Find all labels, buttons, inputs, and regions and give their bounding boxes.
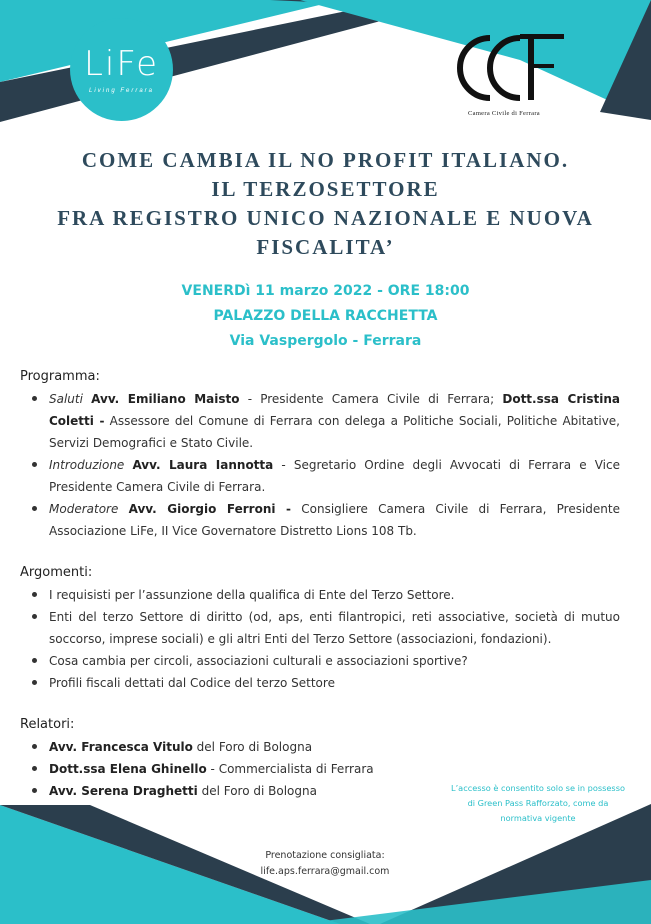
- item-person: Avv. Laura Iannotta: [132, 458, 274, 472]
- title-line: IL TERZOSETTORE: [211, 177, 440, 201]
- item-role: Moderatore: [49, 502, 119, 516]
- title-line: FRA REGISTRO UNICO NAZIONALE E NUOVA: [57, 206, 594, 230]
- list-item: I requisisti per l’assunzione della qualifica di Ente del Terzo Settore.: [49, 584, 620, 606]
- list-item: [49, 758, 620, 780]
- item-desc: - Commercialista di Ferrara: [206, 762, 374, 776]
- item-role: Saluti: [49, 392, 83, 406]
- booking-info: [240, 848, 410, 880]
- item-desc: - Segretario Ordine degli Avvocati di Ferrara e Vice Presidente Camera Civile di Ferrara.: [49, 458, 620, 494]
- program-content: [20, 366, 620, 802]
- item-person: Avv. Francesca Vitulo: [49, 740, 193, 754]
- item-person: Avv. Emiliano Maisto: [91, 392, 240, 406]
- argomenti-list: [20, 584, 620, 694]
- ccf-monogram: [442, 30, 566, 106]
- life-logo-text: LiFe: [83, 44, 159, 84]
- list-item: Cosa cambia per circoli, associazioni culturali e associazioni sportive?: [49, 650, 620, 672]
- event-address: Via Vaspergolo - Ferrara: [229, 333, 422, 349]
- list-item: [49, 736, 620, 758]
- life-logo: [70, 18, 173, 121]
- item-role: Introduzione: [49, 458, 125, 472]
- event-venue: PALAZZO DELLA RACCHETTA: [213, 308, 438, 324]
- item-person: Dott.ssa Cristina Coletti -: [49, 392, 620, 428]
- event-date: VENERDì 11 marzo 2022 - ORE 18:00: [181, 283, 470, 299]
- title-line: COME CAMBIA IL NO PROFIT ITALIANO.: [81, 148, 570, 172]
- item-desc: del Foro di Bologna: [192, 740, 313, 754]
- booking-label: Prenotazione consigliata:: [265, 850, 385, 861]
- item-desc: del Foro di Bologna: [197, 784, 317, 798]
- life-logo-subtitle: Living Ferrara: [88, 88, 154, 94]
- list-item: [49, 454, 620, 498]
- title-line: FISCALITA’: [256, 235, 395, 259]
- item-person: Dott.ssa Elena Ghinello: [49, 762, 207, 776]
- ccf-logo-caption: Camera Civile di Ferrara: [468, 110, 540, 117]
- event-title: [0, 146, 651, 262]
- list-item: [49, 388, 620, 454]
- ccf-logo: [442, 30, 566, 120]
- programma-heading: Programma:: [20, 369, 100, 384]
- list-item: Enti del terzo Settore di diritto (od, aps, enti filantropici, reti associative, società di mutuo soccorso, imprese sociali) e gli altri Enti del Terzo Settore (associazioni, fondazioni).: [49, 606, 620, 650]
- green-pass-note: L’accesso è consentito solo se in possesso di Green Pass Rafforzato, come da normativa vigente: [451, 783, 625, 823]
- relatori-heading: Relatori:: [20, 717, 75, 732]
- item-desc: - Presidente Camera Civile di Ferrara;: [239, 392, 503, 406]
- item-person: Avv. Serena Draghetti: [49, 784, 198, 798]
- booking-email: life.aps.ferrara@gmail.com: [260, 866, 390, 877]
- programma-list: [20, 388, 620, 542]
- argomenti-heading: Argomenti:: [20, 565, 93, 580]
- item-desc: Assessore del Comune di Ferrara con delega a Politiche Sociali, Politiche Abitative, Servizi Demografici e Stato Civile.: [49, 414, 620, 450]
- list-item: [49, 498, 620, 542]
- item-person: Avv. Giorgio Ferroni -: [128, 502, 292, 516]
- event-details: [0, 279, 651, 354]
- list-item: Profili fiscali dettati dal Codice del terzo Settore: [49, 672, 620, 694]
- item-desc: Consigliere Camera Civile di Ferrara, Presidente Associazione LiFe, II Vice Governatore Distretto Lions 108 Tb.: [49, 502, 620, 538]
